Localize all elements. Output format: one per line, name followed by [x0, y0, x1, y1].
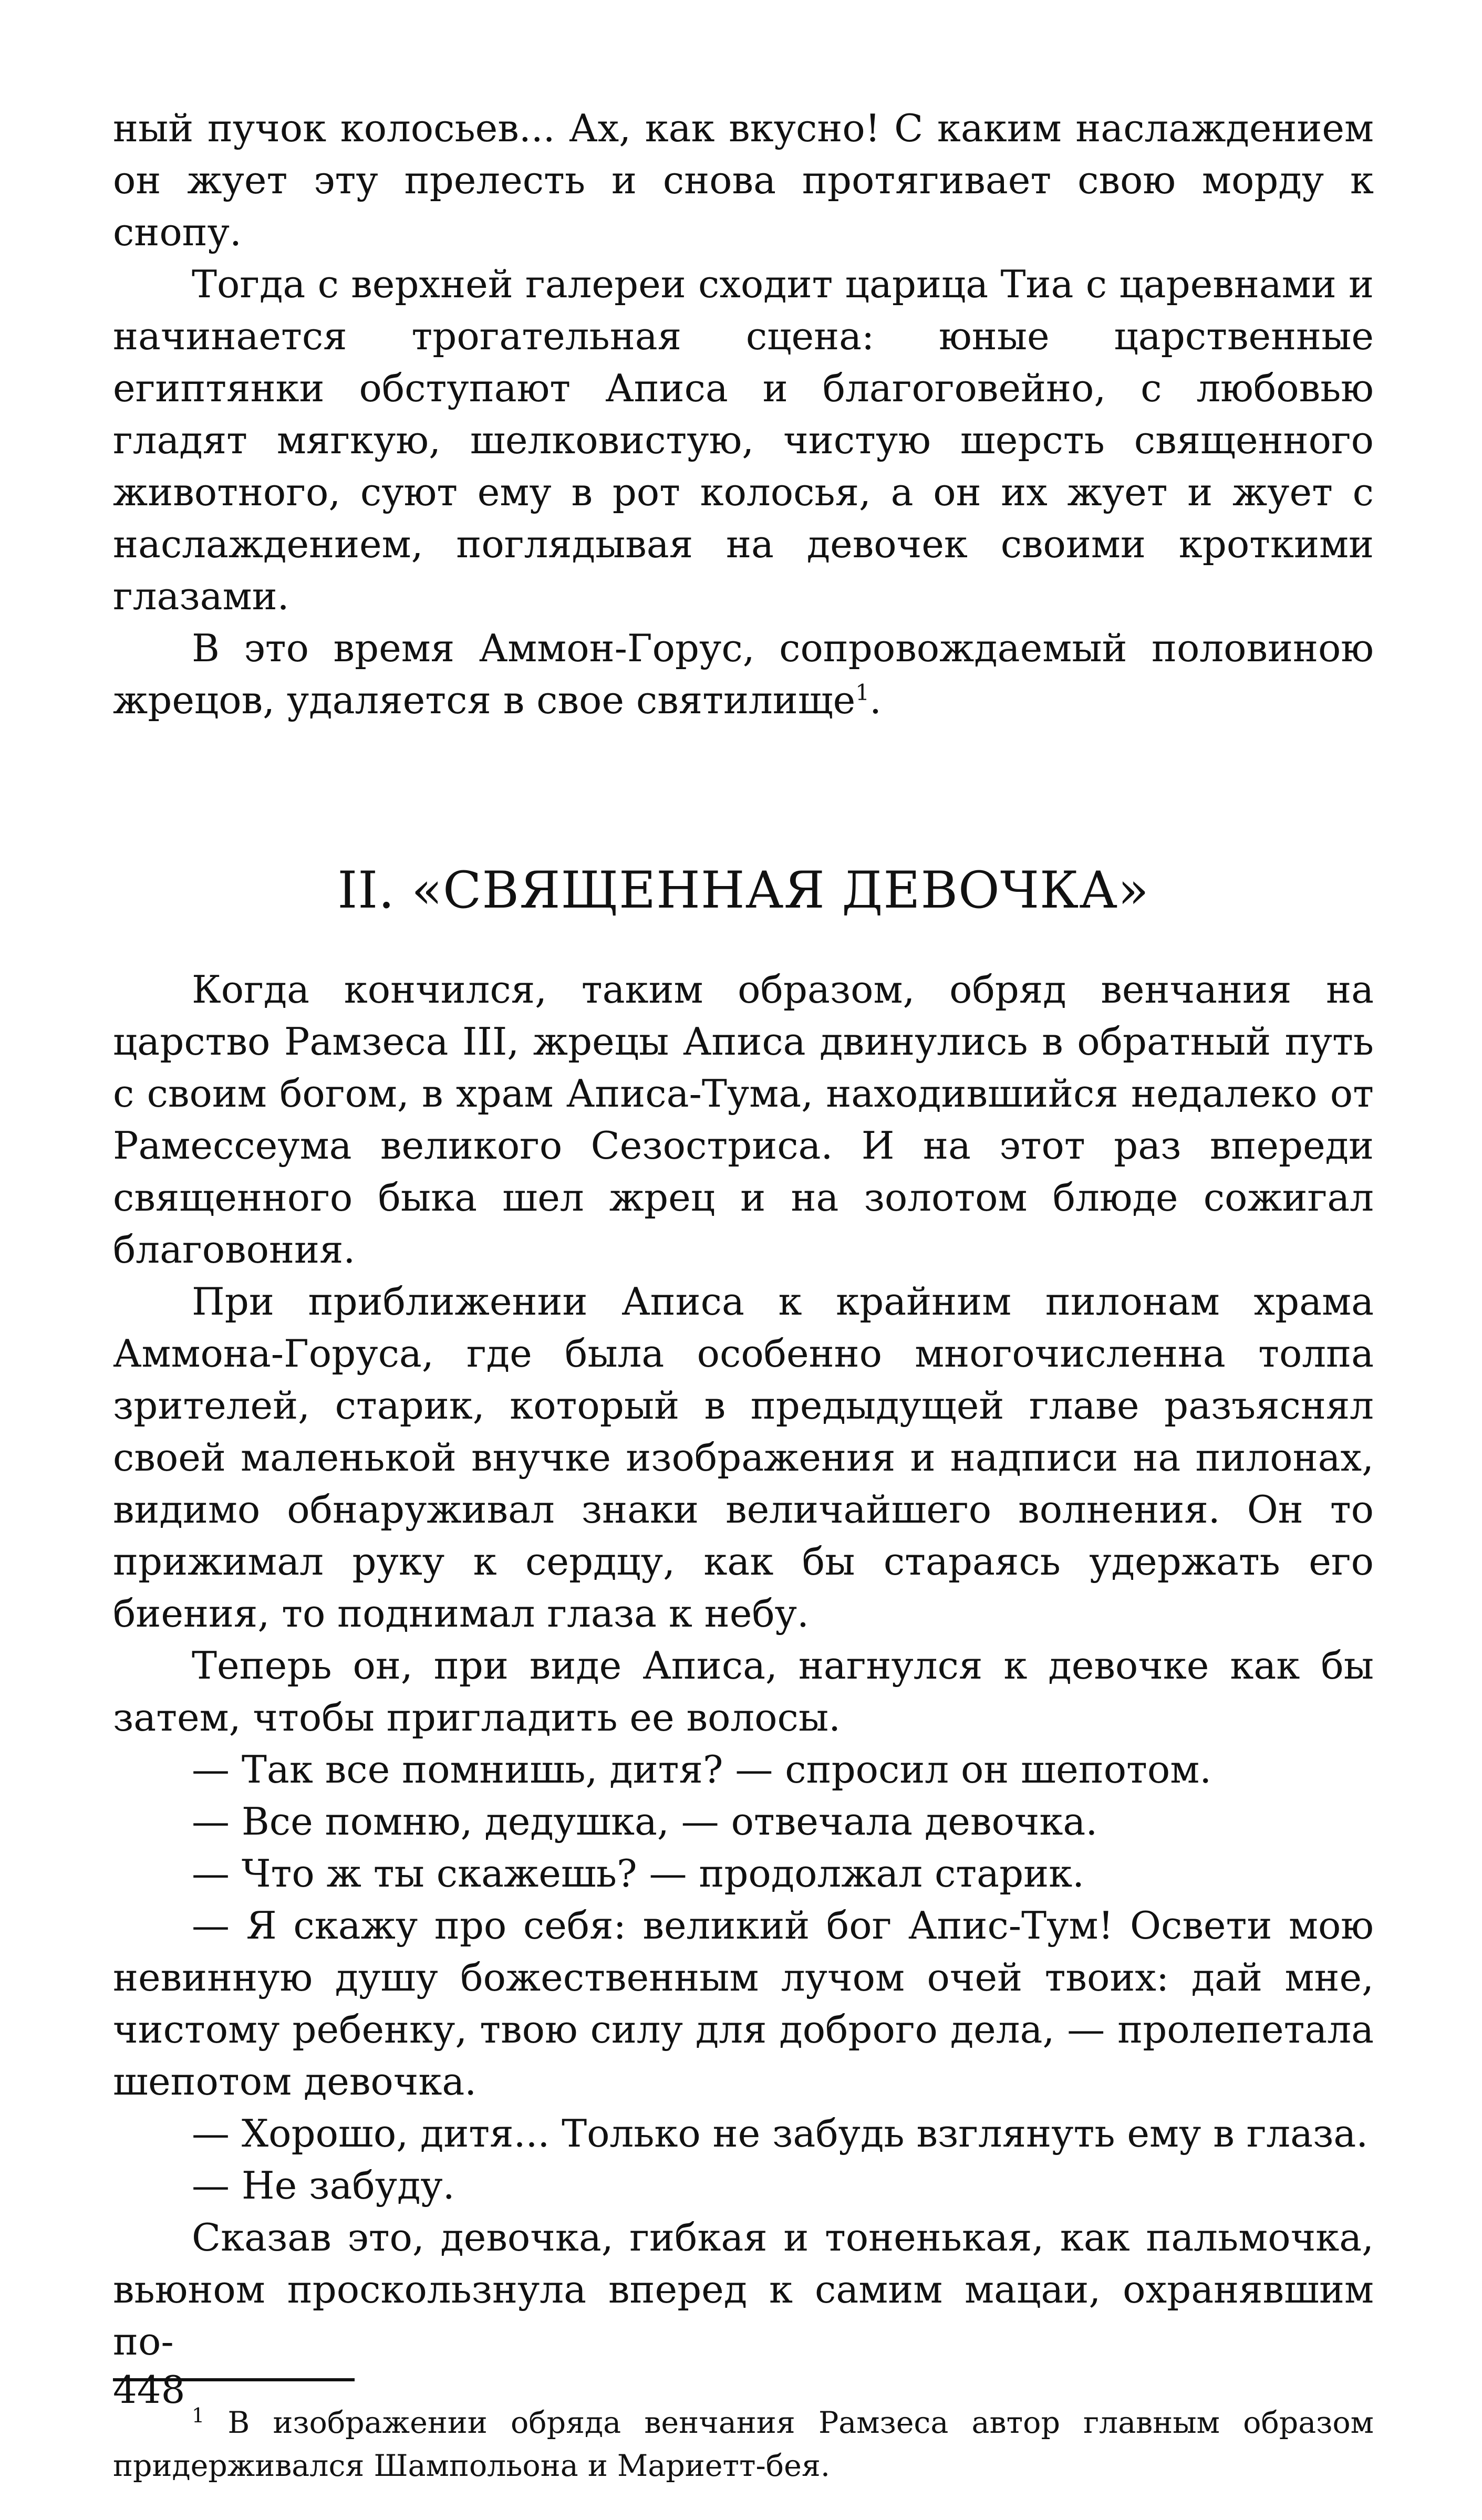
chapter-paragraph-last: Сказав это, девочка, гибкая и тоненькая, как пальмочка, вьюном проскользнула вперед к самим мацаи, охранявшим по- — [113, 2215, 1374, 2363]
continuation-paragraph-3 — [113, 622, 1374, 726]
dialogue-line-5: — Хорошо, дитя... Только не забудь взглянуть ему в глаза. — [192, 2111, 1369, 2155]
page-number: 448 — [113, 2368, 185, 2412]
footnote-reference[interactable]: 1 — [855, 680, 869, 705]
book-page — [113, 102, 1374, 2487]
footnote-text: В изображении обряда венчания Рамзеса автор главным образом придерживался Шампольона и Мариетт-бея. — [113, 2406, 1374, 2483]
footnote — [113, 2401, 1374, 2487]
dialogue-line-3: — Что ж ты скажешь? — продолжал старик. — [192, 1851, 1085, 1896]
continuation-paragraph-3-text: В это время Аммон-Горус, сопровождаемый половиною жрецов, удаляется в свое святилище — [113, 626, 1374, 722]
continuation-paragraph-1: ный пучок колосьев... Ах, как вкусно! С каким наслаждением он жует эту прелесть и снова протягивает свою морду к снопу. — [113, 106, 1374, 254]
footnote-marker: 1 — [192, 2404, 205, 2427]
chapter-paragraph-2: При приближении Аписа к крайним пилонам храма Аммона-Горуса, где была особенно многочисленна толпа зрителей, старик, который в предыдущей главе разъяснял своей маленькой внучке изображения и надписи на пилонах, видимо обнаруживал знаки величайшего волнения. Он то прижимал руку к сердцу, как бы стараясь удержать его биения, то поднимал глаза к небу. — [113, 1279, 1374, 1636]
dialogue-line-4: — Я скажу про себя: великий бог Апис-Тум! Освети мою невинную душу божественным лучом очей твоих: дай мне, чистому ребенку, твою силу для доброго дела, — пролепетала шепотом девочка. — [113, 1903, 1374, 2104]
dialogue-line-1: — Так все помнишь, дитя? — спросил он шепотом. — [192, 1747, 1212, 1792]
dialogue-line-2: — Все помню, дедушка, — отвечала девочка. — [192, 1799, 1098, 1844]
chapter-heading: II. «СВЯЩЕННАЯ ДЕВОЧКА» — [337, 861, 1149, 920]
continuation-paragraph-3-tail: . — [869, 678, 882, 722]
chapter-paragraph-1: Когда кончился, таким образом, обряд венчания на царство Рамзеса III, жрецы Аписа двинулись в обратный путь с своим богом, в храм Аписа-Тума, находившийся недалеко от Рамессеума великого Сезостриса. И на этот раз впереди священного быка шел жрец и на золотом блюде сожигал благовония. — [113, 967, 1374, 1272]
chapter-paragraph-3: Теперь он, при виде Аписа, нагнулся к девочке как бы затем, чтобы пригладить ее волосы. — [113, 1643, 1374, 1740]
continuation-paragraph-2: Тогда с верхней галереи сходит царица Тиа с царевнами и начинается трогательная сцена: юные царственные египтянки обступают Аписа и благоговейно, с любовью гладят мягкую, шелковистую, чистую шерсть священного животного, суют ему в рот колосья, а он их жует и жует с наслаждением, поглядывая на девочек своими кроткими глазами. — [113, 262, 1374, 618]
dialogue-line-6: — Не забуду. — [192, 2163, 455, 2207]
